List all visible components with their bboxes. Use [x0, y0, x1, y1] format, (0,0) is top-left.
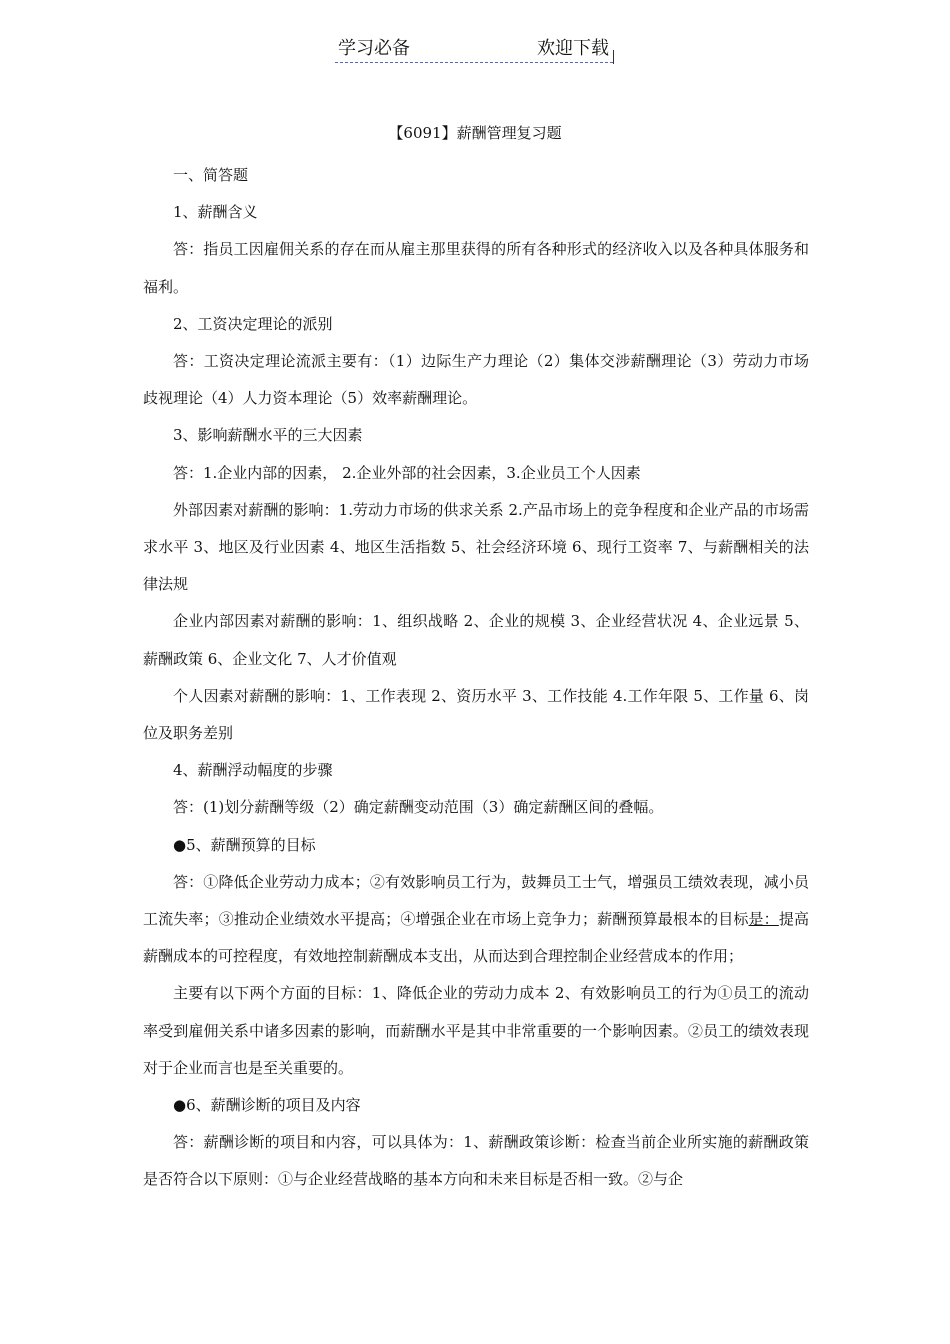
header-right-text: 欢迎下载 [537, 38, 609, 59]
header-divider-tick [613, 50, 614, 64]
question-3-personal-factors: 个人因素对薪酬的影响：1、工作表现 2、资历水平 3、工作技能 4.工作年限 5、工作量 6、岗位及职务差别 [143, 686, 809, 743]
document-body [143, 157, 809, 1199]
page-header [335, 36, 615, 66]
question-6-label: ●6、薪酬诊断的项目及内容 [173, 1096, 361, 1115]
question-4-label: 4、薪酬浮动幅度的步骤 [173, 761, 333, 780]
header-dashed-underline [335, 62, 613, 63]
question-3-internal-factors: 企业内部因素对薪酬的影响：1、组织战略 2、企业的规模 3、企业经营状况 4、企业远景 5、薪酬政策 6、企业文化 7、人才价值观 [143, 612, 809, 668]
question-3-label: 3、影响薪酬水平的三大因素 [173, 426, 363, 445]
question-5-answer-underlined: 是： [748, 910, 779, 929]
document-title: 【6091】薪酬管理复习题 [388, 124, 562, 142]
section-heading: 一、简答题 [173, 166, 249, 184]
question-3-answer: 答：1.企业内部的因素， 2.企业外部的社会因素，3.企业员工个人因素 [173, 463, 641, 482]
header-left-text: 学习必备 [338, 38, 410, 59]
question-1-label: 1、薪酬含义 [173, 203, 258, 222]
question-2-answer: 答：工资决定理论流派主要有：（1）边际生产力理论（2）集体交涉薪酬理论（3）劳动力市场歧视理论（4）人力资本理论（5）效率薪酬理论。 [143, 352, 809, 408]
question-5-main-goals: 主要有以下两个方面的目标：1、降低企业的劳动力成本 2、有效影响员工的行为①员工的流动率受到雇佣关系中诸多因素的影响，而薪酬水平是其中非常重要的一个影响因素。②员工的绩效表现对于企业而言也是至关重要的。 [143, 984, 809, 1077]
question-5-answer-part-b: 提高薪酬成本的可控程度，有效地控制薪酬成本支出，从而达到合理控制企业经营成本的作用； [143, 910, 809, 966]
question-1-answer: 答：指员工因雇佣关系的存在而从雇主那里获得的所有各种形式的经济收入以及各种具体服务和福利。 [143, 240, 809, 296]
question-2-label: 2、工资决定理论的派别 [173, 314, 333, 333]
question-6-answer: 答：薪酬诊断的项目和内容，可以具体为：1、薪酬政策诊断：检查当前企业所实施的薪酬政策是否符合以下原则：①与企业经营战略的基本方向和未来目标是否相一致。②与企 [143, 1133, 809, 1189]
question-3-external-factors: 外部因素对薪酬的影响：1.劳动力市场的供求关系 2.产品市场上的竞争程度和企业产品的市场需求水平 3、地区及行业因素 4、地区生活指数 5、社会经济环境 6、现行工资率 7、与薪酬相关的法律法规 [143, 500, 809, 594]
question-5-label: ●5、薪酬预算的目标 [173, 835, 316, 854]
question-4-answer: 答：(1)划分薪酬等级（2）确定薪酬变动范围（3）确定薪酬区间的叠幅。 [173, 798, 664, 817]
question-5-answer [143, 864, 809, 976]
question-5-answer-part-a: 答：①降低企业劳动力成本；②有效影响员工行为，鼓舞员工士气，增强员工绩效表现，减小员工流失率；③推动企业绩效水平提高；④增强企业在市场上竞争力；薪酬预算最根本的目标 [143, 872, 809, 929]
